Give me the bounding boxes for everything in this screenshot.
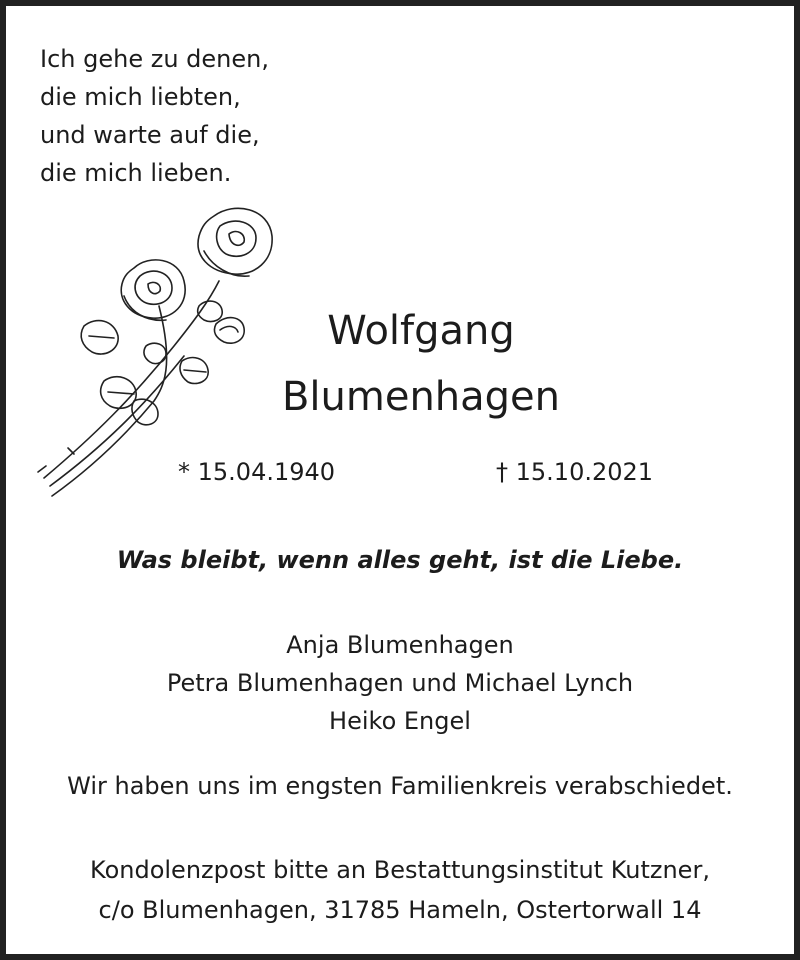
deceased-last-name: Blumenhagen — [281, 374, 561, 420]
farewell-note: Wir haben uns im engsten Familienkreis verabschiedet. — [67, 772, 733, 800]
condolence-address — [6, 850, 794, 930]
mourners-list — [6, 626, 794, 740]
mourner-name: Heiko Engel — [329, 707, 471, 735]
mourner-name: Anja Blumenhagen — [286, 631, 514, 659]
poem-line: und warte auf die, — [40, 121, 260, 149]
mourner-name: Petra Blumenhagen und Michael Lynch — [166, 669, 634, 697]
poem-line: Ich gehe zu denen, — [40, 45, 269, 73]
poem — [40, 40, 269, 192]
death-date: † 15.10.2021 — [496, 458, 654, 486]
address-line: c/o Blumenhagen, 31785 Hameln, Ostertorwall 14 — [98, 896, 702, 924]
poem-line: die mich liebten, — [40, 83, 241, 111]
deceased-first-name: Wolfgang — [327, 308, 515, 354]
address-line: Kondolenzpost bitte an Bestattungsinstitut Kutzner, — [90, 856, 710, 884]
poem-line: die mich lieben. — [40, 159, 232, 187]
birth-date: * 15.04.1940 — [178, 458, 336, 486]
memorial-quote: Was bleibt, wenn alles geht, ist die Liebe. — [116, 546, 684, 574]
